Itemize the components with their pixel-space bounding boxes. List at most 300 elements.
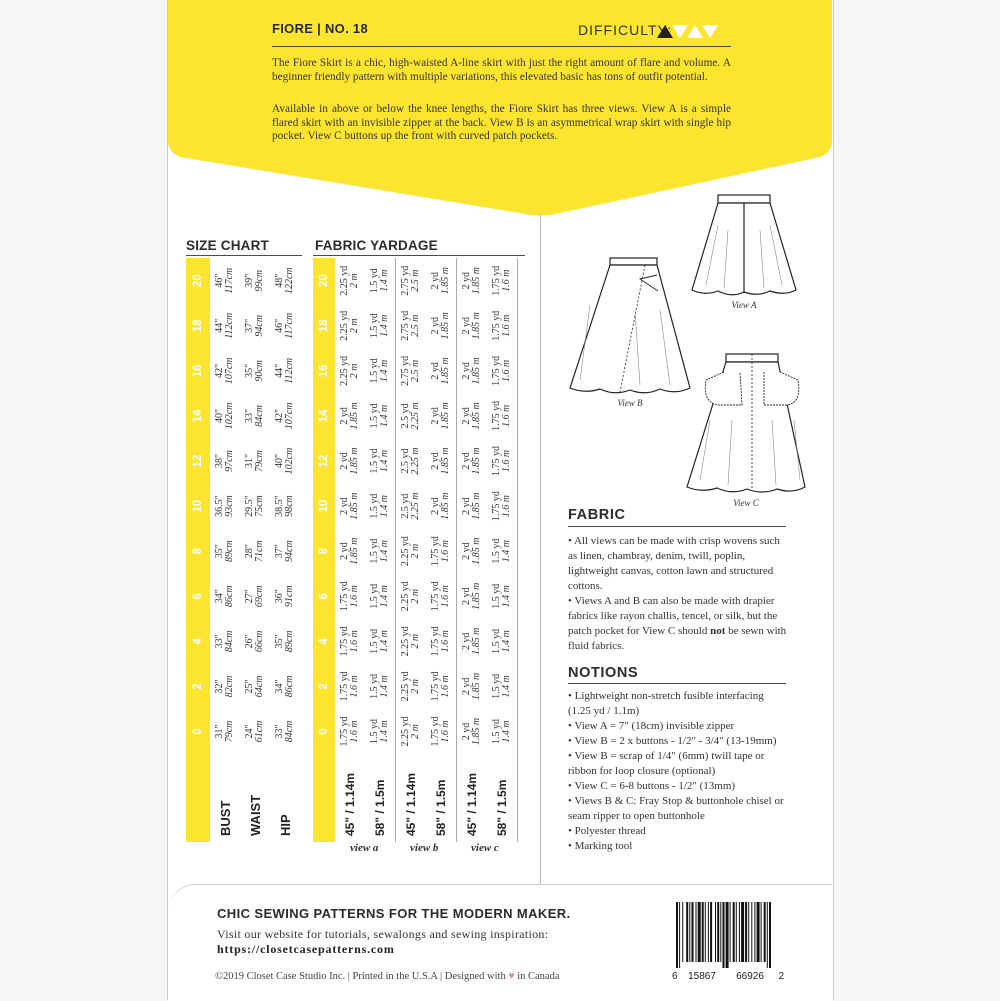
size-number: 8 [318,547,330,555]
yards-value: 2 yd [460,497,472,515]
yardage-cell [457,619,487,664]
barcode-bar [748,902,749,962]
meters-value: 2.25 m [410,492,421,520]
inch-value: 39" [243,273,255,288]
barcode [672,902,788,984]
size-number: 12 [318,454,330,468]
meters-value: 2.25 m [410,447,421,475]
yards-value: 1.5 yd [490,628,502,654]
inch-value: 35" [273,634,285,649]
fabric-bullet: • All views can be made with crisp wovens such as linen, chambray, denim, twill, poplin, lightweight canvas, cotton lawn and structured cottons. [568,534,790,594]
yardage-cell [365,529,395,574]
size-number: 18 [318,319,330,333]
yards-value: 2.25 yd [338,355,350,386]
yards-value: 2.25 yd [399,536,411,567]
yards-value: 1.5 yd [490,538,502,564]
yardage-cell [457,709,487,754]
size-number: 2 [192,683,204,690]
yards-value: 1.75 yd [429,671,441,702]
cm-value: 112cm [224,312,235,339]
yards-value: 2 yd [460,587,472,605]
yards-value: 1.5 yd [490,673,502,699]
meters-value: 1.6 m [501,404,512,428]
view-c-label: view c [471,842,499,854]
meters-value: 1.4 m [379,359,390,382]
fabric-bullet-text: Views A and B can also be made with drapier fabrics like rayon challis, tencel, or silk, but the patch pocket for View C should [568,595,778,637]
cm-value: 75cm [254,495,265,517]
measurement-cell [270,303,300,348]
yardage-row [487,258,517,842]
measurement-cell [240,393,270,438]
cm-value: 122cm [284,267,295,295]
measurement-cell [240,348,270,393]
yardage-cell [487,393,517,438]
barcode-bar [736,902,737,962]
meters-value: 1.85 m [471,312,482,340]
inch-value: 33" [243,408,255,423]
inch-value: 36.5" [213,495,225,517]
yards-value: 1.75 yd [429,581,441,612]
measurement-cell [240,529,270,574]
measurement-cell [210,303,240,348]
yardage-cell [396,529,426,574]
barcode-digits-first: 6 [672,971,678,982]
cm-value: 91cm [284,585,295,608]
yards-value: 2.25 yd [399,581,411,612]
meters-value: 2.5 m [410,359,421,382]
meters-value: 1.85 m [471,267,482,295]
inch-value: 44" [213,318,225,333]
barcode-bar [692,902,694,962]
yardage-cell [396,438,426,483]
inch-value: 38" [213,453,225,469]
barcode-digits-last: 2 [778,971,784,982]
yardage-cell [396,484,426,529]
meters-value: 1.6 m [501,359,512,382]
yardage-cell [487,529,517,574]
yards-value: 1.5 yd [368,673,380,699]
yardage-cell [426,574,456,619]
yards-value: 2 yd [460,317,472,335]
cm-value: 84cm [224,630,235,653]
yards-value: 2 yd [429,362,441,380]
meters-value: 1.85 m [471,492,482,520]
size-number: 4 [192,638,204,645]
yardage-cell [457,574,487,619]
view-a-label: view a [350,842,379,854]
notions-item: • Lightweight non-stretch fusible interfacing (1.25 yd / 1.1m) [568,689,788,719]
view-b-caption: View B [617,398,643,408]
barcode-bar [717,902,719,962]
yardage-cell [487,664,517,709]
yards-value: 2 yd [338,452,350,470]
pattern-title: FIORE | NO. 18 [272,21,368,36]
meters-value: 1.85 m [471,402,482,430]
yards-value: 1.5 yd [368,718,380,744]
yards-value: 2 yd [338,542,350,560]
size-number: 6 [318,593,330,600]
barcode-bar [733,902,735,962]
meters-value: 1.4 m [501,630,512,653]
meters-value: 2 m [410,588,421,604]
meters-value: 1.85 m [440,312,451,340]
measurement-cell [210,484,240,529]
meters-value: 1.85 m [471,537,482,565]
yards-value: 1.75 yd [429,716,441,747]
yards-value: 1.75 yd [490,491,502,522]
size-number: 16 [318,364,330,378]
inch-value: 34" [273,679,285,694]
measurement-cell [210,348,240,393]
notions-item: • View B = 2 x buttons - 1/2" - 3/4" (13-19mm) [568,734,788,749]
meters-value: 1.85 m [471,357,482,385]
measurement-cell [240,484,270,529]
size-number: 8 [192,547,204,555]
meters-value: 2 m [410,724,421,739]
meters-value: 1.4 m [379,675,390,698]
barcode-digits-left: 15867 [688,971,716,982]
notions-item: • Marking tool [568,839,788,854]
notions-item: • Polyester thread [568,824,788,839]
yardage-cell [365,574,395,619]
notions-list [568,689,788,854]
meters-value: 1.6 m [349,720,360,743]
meters-value: 1.4 m [379,314,390,337]
yardage-cell [365,709,395,754]
meters-value: 2 m [410,543,421,559]
yards-value: 1.5 yd [368,403,380,429]
cm-value: 69cm [254,585,265,608]
yards-value: 1.75 yd [490,446,502,476]
header-rule [272,46,731,47]
notions-item: • View A = 7" (18cm) invisible zipper [568,719,788,734]
yardage-cell [365,393,395,438]
yardage-cell [365,484,395,529]
barcode-bar [741,902,744,962]
barcode-bar [702,902,704,962]
inch-value: 29.5" [243,495,255,517]
inch-value: 37" [273,544,285,559]
view-b-label: view b [410,842,439,854]
yards-value: 1.5 yd [368,628,380,654]
meters-value: 1.4 m [379,269,390,292]
yardage-cell [365,303,395,348]
yardage-cell [365,438,395,483]
measurement-cell [240,709,270,754]
cm-value: 89cm [284,630,295,653]
yardage-cell [365,348,395,393]
inch-value: 28" [243,544,255,559]
yards-value: 1.75 yd [490,400,502,431]
inch-value: 27" [243,589,255,604]
meters-value: 2.5 m [410,314,421,337]
meters-value: 1.85 m [440,492,451,520]
meters-value: 2.5 m [410,269,421,292]
yardage-cell [487,303,517,348]
meters-value: 1.85 m [440,402,451,430]
measurement-cell [210,664,240,709]
inch-value: 40" [273,453,285,469]
meters-value: 1.85 m [440,357,451,385]
barcode-bar [682,902,683,962]
meters-value: 1.6 m [440,585,451,608]
size-chart-title: SIZE CHART [186,238,269,253]
yardage-cell [487,484,517,529]
cm-value: 71cm [254,540,265,562]
yards-value: 2.5 yd [399,403,411,429]
meters-value: 1.4 m [501,540,512,563]
yardage-cell [426,393,456,438]
yards-value: 1.5 yd [368,313,380,339]
size-row-waist [240,258,270,842]
inch-value: 35" [243,363,255,378]
yardage-cell [426,258,456,303]
yardage-cell [457,484,487,529]
fabric-bullet-text: be sewn with fluid fabrics. [568,625,787,652]
meters-value: 1.4 m [379,630,390,653]
meters-value: 1.85 m [471,672,482,700]
cm-value: 117cm [284,312,295,339]
cm-value: 107cm [284,402,295,430]
yardage-cell [396,574,426,619]
cm-value: 93cm [224,495,235,517]
barcode-bar [720,902,721,962]
measurement-cell [240,664,270,709]
yards-value: 2.5 yd [399,493,411,519]
meters-value: 1.85 m [471,627,482,655]
cm-value: 102cm [224,402,235,430]
yardage-header-corner [313,754,335,842]
size-number: 14 [318,409,330,423]
barcode-bar [769,902,771,968]
cm-value: 102cm [284,447,295,475]
yards-value: 2 yd [460,362,472,380]
inch-value: 31" [243,453,255,469]
barcode-bar [745,902,747,962]
meters-value: 2 m [349,273,360,289]
yards-value: 2 yd [460,722,472,741]
barcode-bar [751,902,752,962]
yardage-cell [457,348,487,393]
yardage-cell [487,619,517,664]
yardage-cell [396,664,426,709]
barcode-bar [698,902,701,962]
barcode-bar [676,902,678,968]
inch-value: 38.5" [273,495,285,517]
size-number: 6 [192,593,204,600]
meters-value: 1.6 m [501,494,512,518]
fabric-width-label: 58" / 1.5m [495,779,509,836]
inch-value: 26" [243,634,255,649]
yards-value: 2 yd [429,497,441,515]
view-a-caption: View A [731,300,757,310]
meters-value: 1.6 m [440,720,451,743]
yards-value: 1.5 yd [368,448,380,474]
view-b-skirt [570,258,690,393]
yardage-cell [487,574,517,619]
yards-value: 2 yd [460,452,472,470]
yards-value: 2.25 yd [399,716,411,747]
yardage-cell [487,258,517,303]
meters-value: 1.6 m [501,314,512,337]
measurement-cell [270,393,300,438]
yards-value: 2 yd [429,452,441,470]
size-number: 16 [192,364,204,378]
size-number: 0 [192,728,204,735]
yardage-cell [457,258,487,303]
inch-value: 44" [273,363,285,378]
yards-value: 2.25 yd [338,310,350,341]
meters-value: 1.4 m [501,675,512,698]
yards-value: 1.5 yd [368,583,380,609]
yardage-cell [335,709,365,754]
visit-text: Visit our website for tutorials, sewalongs and sewing inspiration: [217,927,549,941]
yardage-cell [457,664,487,709]
yards-value: 2 yd [460,677,472,696]
notions-item: • View B = scrap of 1/4" (6mm) twill tape or ribbon for loop closure (optional) [568,749,788,779]
notions-item: • View C = 6-8 buttons - 1/2" (13mm) [568,779,788,794]
meters-value: 1.85 m [440,267,451,295]
fabric-yardage-table [313,258,518,842]
fabric-width-label: 58" / 1.5m [373,779,387,836]
copyright-location: in Canada [517,971,560,982]
size-number: 20 [192,274,204,288]
yardage-cell [335,664,365,709]
yardage-cell [487,709,517,754]
yardage-row [365,258,395,842]
yardage-cell [396,303,426,348]
cm-value: 99cm [254,269,265,292]
inch-value: 33" [273,724,285,739]
cm-value: 86cm [284,675,295,698]
yardage-cell [426,664,456,709]
website-link[interactable]: https://closetcasepatterns.com [217,942,395,956]
yardage-cell [396,393,426,438]
size-number: 14 [192,409,204,423]
measurement-cell [270,348,300,393]
cm-value: 117cm [224,267,235,294]
meters-value: 1.4 m [379,585,390,608]
measurement-cell [210,574,240,619]
inch-value: 31" [213,724,225,739]
measurement-cell [210,619,240,664]
meters-value: 1.85 m [349,537,360,565]
yardage-cell [335,619,365,664]
barcode-bar [764,902,766,962]
fabric-bullet [568,594,790,654]
difficulty-empty-triangle-icon [687,25,703,38]
size-number: 4 [318,638,330,645]
meters-value: 1.85 m [349,492,360,520]
yardage-cell [335,529,365,574]
meters-value: 1.4 m [379,540,390,563]
inch-value: 40" [213,408,225,423]
tagline: CHIC SEWING PATTERNS FOR THE MODERN MAKER. [217,906,571,921]
measurement-cell [210,529,240,574]
yardage-group-view-a [335,258,396,842]
yards-value: 1.75 yd [429,536,441,567]
fabric-rule [568,526,786,527]
barcode-bar [730,902,731,962]
yardage-cell [335,258,365,303]
barcode-bar [708,902,709,962]
measurement-cell [270,484,300,529]
yards-value: 1.5 yd [490,718,502,744]
measurement-label: BUST [217,800,233,836]
inch-value: 25" [243,679,255,694]
column-divider [540,214,541,884]
yardage-cell [335,393,365,438]
meters-value: 1.85 m [471,447,482,475]
meters-value: 1.4 m [379,449,390,473]
yardage-cell [457,303,487,348]
size-number: 20 [318,274,330,288]
yards-value: 1.5 yd [368,493,380,519]
yardage-header-row [313,258,335,842]
fabric-yardage-title: FABRIC YARDAGE [315,238,438,253]
cm-value: 66cm [254,630,265,653]
cm-value: 79cm [224,720,235,743]
yards-value: 2.25 yd [399,626,411,657]
yardage-cell [396,258,426,303]
inch-value: 24" [243,724,255,739]
yards-value: 2 yd [338,497,350,515]
cm-value: 84cm [284,720,295,743]
measurement-cell [270,529,300,574]
yardage-cell [365,258,395,303]
copyright [215,971,559,982]
yards-value: 2.25 yd [399,671,411,702]
yardage-cell [457,393,487,438]
size-number: 18 [192,319,204,333]
inch-value: 33" [213,634,225,649]
fabric-bullet-emphasis: not [710,625,726,637]
cm-value: 84cm [254,405,265,427]
cm-value: 107cm [224,357,235,385]
measurement-cell [240,303,270,348]
measurement-cell [270,709,300,754]
yards-value: 1.5 yd [368,358,380,384]
notions-item: • Views B & C: Fray Stop & buttonhole chisel or seam ripper to open buttonhole [568,794,788,824]
view-a-skirt [692,195,796,295]
barcode-bar [696,902,697,962]
barcode-bar [754,902,755,962]
inch-value: 42" [213,363,225,378]
meters-value: 1.4 m [379,494,390,518]
cm-value: 112cm [284,357,295,384]
barcode-digits-right: 66926 [736,971,764,982]
yardage-cell [365,664,395,709]
yardage-cell [426,709,456,754]
yards-value: 2 yd [460,271,472,290]
yardage-cell [335,348,365,393]
size-number: 2 [318,683,330,690]
size-row-hip [270,258,300,842]
fabric-heading: FABRIC [568,507,626,523]
barcode-bar [723,902,725,968]
size-number: 0 [318,728,330,735]
meters-value: 1.85 m [471,582,482,610]
cm-value: 86cm [224,585,235,608]
cm-value: 79cm [254,450,265,472]
yardage-cell [487,438,517,483]
inch-value: 46" [213,273,225,288]
yards-value: 2.25 yd [338,265,350,296]
measurement-cell [210,709,240,754]
yards-value: 1.75 yd [338,581,350,612]
yardage-cell [426,619,456,664]
yards-value: 1.5 yd [368,268,380,294]
